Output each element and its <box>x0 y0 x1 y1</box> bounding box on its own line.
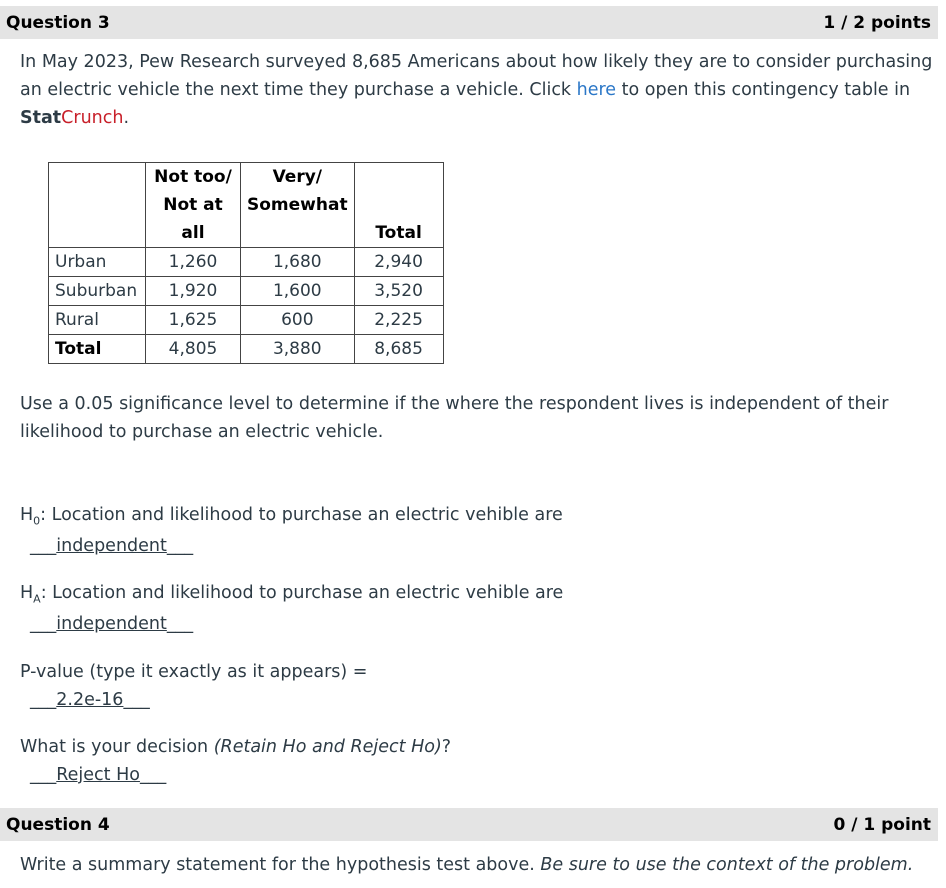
table-row <box>49 306 444 335</box>
question-points: 1 / 2 points <box>823 12 931 33</box>
table-cell: 1,920 <box>146 277 241 306</box>
h0-answer[interactable] <box>30 536 193 556</box>
prompt-text: Write a summary statement for the hypothesis test above. <box>20 855 541 875</box>
col-header-line: Total <box>375 223 422 243</box>
dashes: ___ <box>166 536 194 556</box>
table-cell: 1,600 <box>241 277 355 306</box>
decision-question <box>20 737 451 757</box>
table-cell: 1,680 <box>241 248 355 277</box>
pvalue-answer[interactable] <box>30 690 150 710</box>
col-header-line: Very/ <box>272 167 322 187</box>
table-header-row <box>49 163 444 248</box>
col-header-line: Not too/ <box>154 167 232 187</box>
question-intro <box>20 48 935 132</box>
decision-answer-value[interactable]: Reject Ho <box>56 765 140 785</box>
question-4-prompt <box>20 851 935 879</box>
col-header-line: all <box>181 223 205 243</box>
h0-statement <box>20 505 563 528</box>
h0-prefix: H <box>20 505 34 525</box>
question-4-header <box>0 808 938 841</box>
question-3-header <box>0 6 938 39</box>
table-cell: 3,880 <box>241 335 355 364</box>
ha-subscript: A <box>33 592 41 606</box>
col-header-line: Not at <box>163 195 223 215</box>
corner-cell <box>49 163 146 248</box>
table-cell: 1,625 <box>146 306 241 335</box>
decision-options: (Retain Ho and Reject Ho) <box>213 737 442 757</box>
table-cell: 600 <box>241 306 355 335</box>
row-label: Urban <box>49 248 146 277</box>
pvalue-answer-value[interactable]: 2.2e-16 <box>56 690 124 710</box>
statcrunch-label-stat: Stat <box>20 108 62 128</box>
here-link[interactable]: here <box>576 80 617 100</box>
decision-label: What is your decision <box>20 737 214 757</box>
table-cell: 1,260 <box>146 248 241 277</box>
instruction-text: Use a 0.05 significance level to determine if the where the respondent lives is independent of their likelihood to purchase an electric vehicle. <box>20 394 889 442</box>
intro-text-1: In May 2023, Pew Research surveyed 8,685 Americans about how likely they are to consider purchasing an electric vehicle the next time they purchase a vehicle. Click <box>20 52 933 100</box>
decision-answer[interactable] <box>30 765 166 785</box>
question-points: 0 / 1 point <box>833 814 931 835</box>
table-cell: 3,520 <box>354 277 443 306</box>
ha-prefix: H <box>20 583 34 603</box>
h0-answer-value[interactable]: independent <box>56 536 167 556</box>
col-header-total <box>354 163 443 248</box>
contingency-table <box>48 162 444 364</box>
col-header-very-somewhat <box>241 163 355 248</box>
table-cell: 4,805 <box>146 335 241 364</box>
ha-statement <box>20 583 563 606</box>
table-cell: 2,940 <box>354 248 443 277</box>
dashes: ___ <box>123 690 150 710</box>
dashes: ___ <box>166 614 194 634</box>
col-header-not-at-all <box>146 163 241 248</box>
question-title: Question 4 <box>6 814 110 835</box>
col-header-line: Somewhat <box>247 195 348 215</box>
ha-answer[interactable] <box>30 614 193 634</box>
prompt-italic: Be sure to use the context of the problem. <box>540 855 914 875</box>
table-cell: 8,685 <box>354 335 443 364</box>
row-label: Suburban <box>49 277 146 306</box>
decision-qmark: ? <box>441 737 452 757</box>
h0-text: : Location and likelihood to purchase an electric vehible are <box>40 505 563 525</box>
row-label: Rural <box>49 306 146 335</box>
ha-answer-value[interactable]: independent <box>56 614 167 634</box>
question-title: Question 3 <box>6 12 110 33</box>
dashes: ___ <box>139 765 167 785</box>
intro-period: . <box>123 108 130 128</box>
table-row <box>49 248 444 277</box>
table-row <box>49 277 444 306</box>
intro-text-2: to open this contingency table in <box>616 80 911 100</box>
dashes: ___ <box>30 765 57 785</box>
h0-subscript: 0 <box>33 514 41 528</box>
dashes: ___ <box>30 536 57 556</box>
dashes: ___ <box>30 614 57 634</box>
ha-text: : Location and likelihood to purchase an electric vehible are <box>40 583 564 603</box>
table-row <box>49 335 444 364</box>
statcrunch-label-crunch: Crunch <box>61 108 124 128</box>
pvalue-label: P-value (type it exactly as it appears) = <box>20 662 368 682</box>
dashes: ___ <box>30 690 57 710</box>
row-label-total: Total <box>49 335 146 364</box>
table-cell: 2,225 <box>354 306 443 335</box>
